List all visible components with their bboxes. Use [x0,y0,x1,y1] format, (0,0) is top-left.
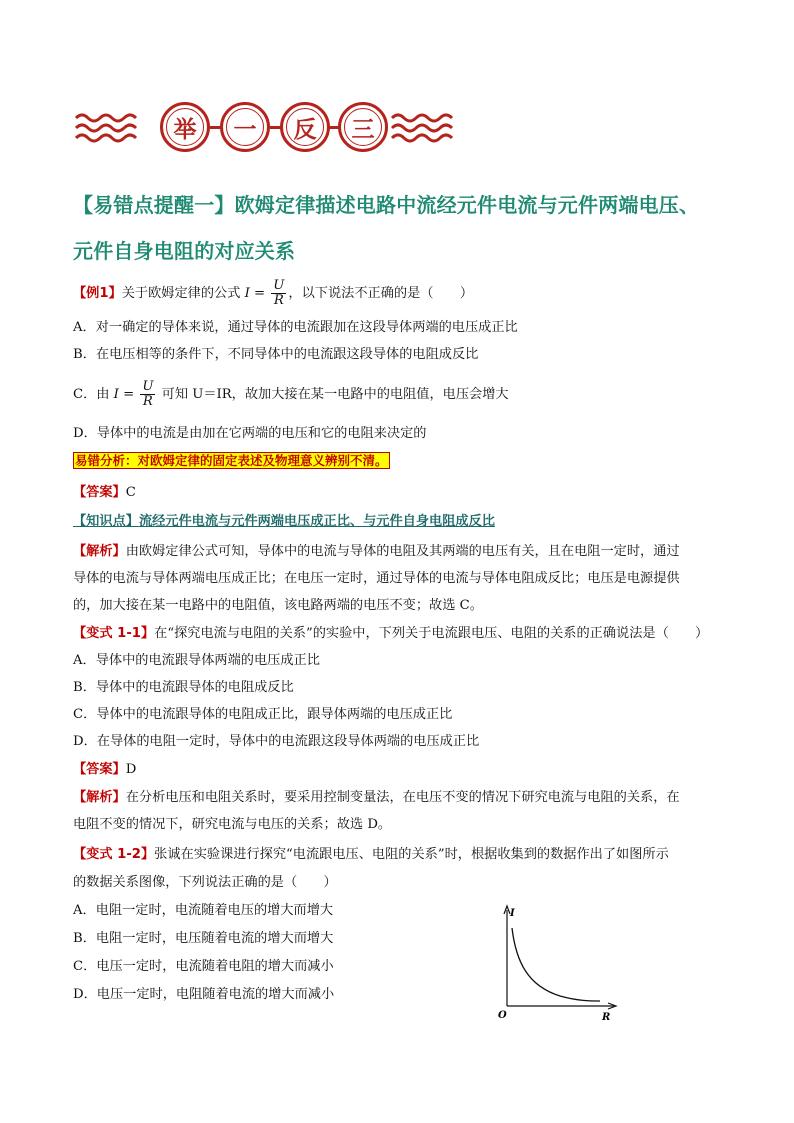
formula-numerator: U [142,379,154,394]
option-b: B．导体中的电流跟导体的电阻成反比 [73,680,294,695]
option-d: D．电压一定时，电阻随着电流的增大而减小 [73,987,335,1002]
answer-label: 【答案】 [73,485,126,500]
example-stem [73,278,473,310]
inverse-relation-graph [490,902,620,1026]
answer-line [73,760,136,780]
y-axis-label: I [510,908,515,919]
analysis-line: 导体的电流与导体两端电压成正比；在电压一定时，通过导体的电流与导体电阻成反比；电压是电源提供 [73,571,680,586]
formula-denominator: R [273,293,284,308]
banner-char-circle [338,102,388,152]
answer-line [73,483,136,503]
banner-char-circle [280,102,330,152]
formula-lhs: I = [113,387,135,402]
option-d: D．在导体的电阻一定时，导体中的电流跟这段导体两端的电压成正比 [73,734,480,749]
option-d: D．导体中的电流是由加在它两端的电压和它的电阻来决定的 [73,426,427,441]
knowledge-text: 流经元件电流与元件两端电压成正比、与元件自身电阻成反比 [138,514,495,529]
analysis-line: 的，加大接在某一电路中的电阻值，该电路两端的电压不变；故选 C。 [73,598,483,613]
origin-label: O [498,1010,507,1021]
example-tag: 【例1】 [73,286,122,301]
answer-value: D [125,762,137,777]
wave-ornament-right-icon [390,110,462,146]
wave-ornament-left-icon [74,110,146,146]
variant-stem [73,845,669,865]
banner-char: 反 [293,116,317,143]
banner-char: 三 [351,116,375,143]
banner-char-circle [220,102,270,152]
option-c-post: 可知 U＝IR，故加大接在某一电路中的电阻值，电压会增大 [161,387,509,402]
banner-char-circle [160,102,210,152]
variant-stem-text: 在“探究电流与电阻的关系”的实验中，下列关于电流跟电压、电阻的关系的正确说法是（ ） [154,626,709,641]
option-b: B．在电压相等的条件下，不同导体中的电流跟这段导体的电阻成反比 [73,347,479,362]
x-axis-label: R [602,1012,611,1023]
banner-char: 举 [173,116,197,143]
analysis-text: 由欧姆定律公式可知，导体中的电流与导体的电阻及其两端的电压有关，且在电阻一定时，通过 [125,544,680,559]
title-banner [74,98,460,160]
analysis-label: 【解析】 [73,790,126,805]
example-stem-post: ，以下说法不正确的是（ ） [288,286,474,301]
heading-line: 【易错点提醒一】欧姆定律描述电路中流经元件电流与元件两端电压、 [73,193,700,217]
analysis-line: 电阻不变的情况下，研究电流与电压的关系；故选 D。 [73,817,392,832]
option-a: A．电阻一定时，电流随着电压的增大而增大 [73,903,334,918]
heading-line: 元件自身电阻的对应关系 [73,239,296,263]
option-c: C．导体中的电流跟导体的电阻成正比，跟导体两端的电压成正比 [73,707,453,722]
variant-stem: 的数据关系图像，下列说法正确的是（ ） [73,875,337,890]
option-a: A．对一确定的导体来说，通过导体的电流跟加在这段导体两端的电压成正比 [73,320,518,335]
knowledge-line [73,512,495,532]
inverse-curve [512,928,600,1001]
answer-value: C [125,485,136,500]
formula-lhs: I = [244,286,266,301]
mistake-note [73,451,390,472]
mistake-highlight: 易错分析：对欧姆定律的固定表述及物理意义辨别不清。 [75,453,388,468]
section-heading [73,182,753,274]
analysis-line [73,542,680,562]
analysis-line [73,788,680,808]
knowledge-label: 【知识点】 [73,514,139,529]
example-stem-pre: 关于欧姆定律的公式 [121,286,241,301]
banner-char: 一 [233,116,257,143]
analysis-text: 在分析电压和电阻关系时，要采用控制变量法，在电压不变的情况下研究电流与电阻的关系，在 [125,790,680,805]
option-c [73,378,509,412]
option-c: C．电压一定时，电流随着电阻的增大而减小 [73,959,334,974]
option-a: A．导体中的电流跟导体两端的电压成正比 [73,653,320,668]
formula-fraction [271,279,286,308]
option-c-pre: C．由 [73,387,110,402]
formula-numerator: U [273,278,285,293]
variant-tag: 【变式 1-1】 [73,626,155,641]
variant-tag: 【变式 1-2】 [73,847,155,862]
formula-denominator: R [142,394,153,409]
variant-stem-text: 张诚在实验课进行探究“电流跟电压、电阻的关系”时，根据收集到的数据作出了如图所示 [154,847,669,862]
formula-fraction [140,380,155,409]
answer-label: 【答案】 [73,762,126,777]
option-b: B．电阻一定时，电压随着电流的增大而增大 [73,931,334,946]
analysis-label: 【解析】 [73,544,126,559]
variant-stem [73,624,708,644]
